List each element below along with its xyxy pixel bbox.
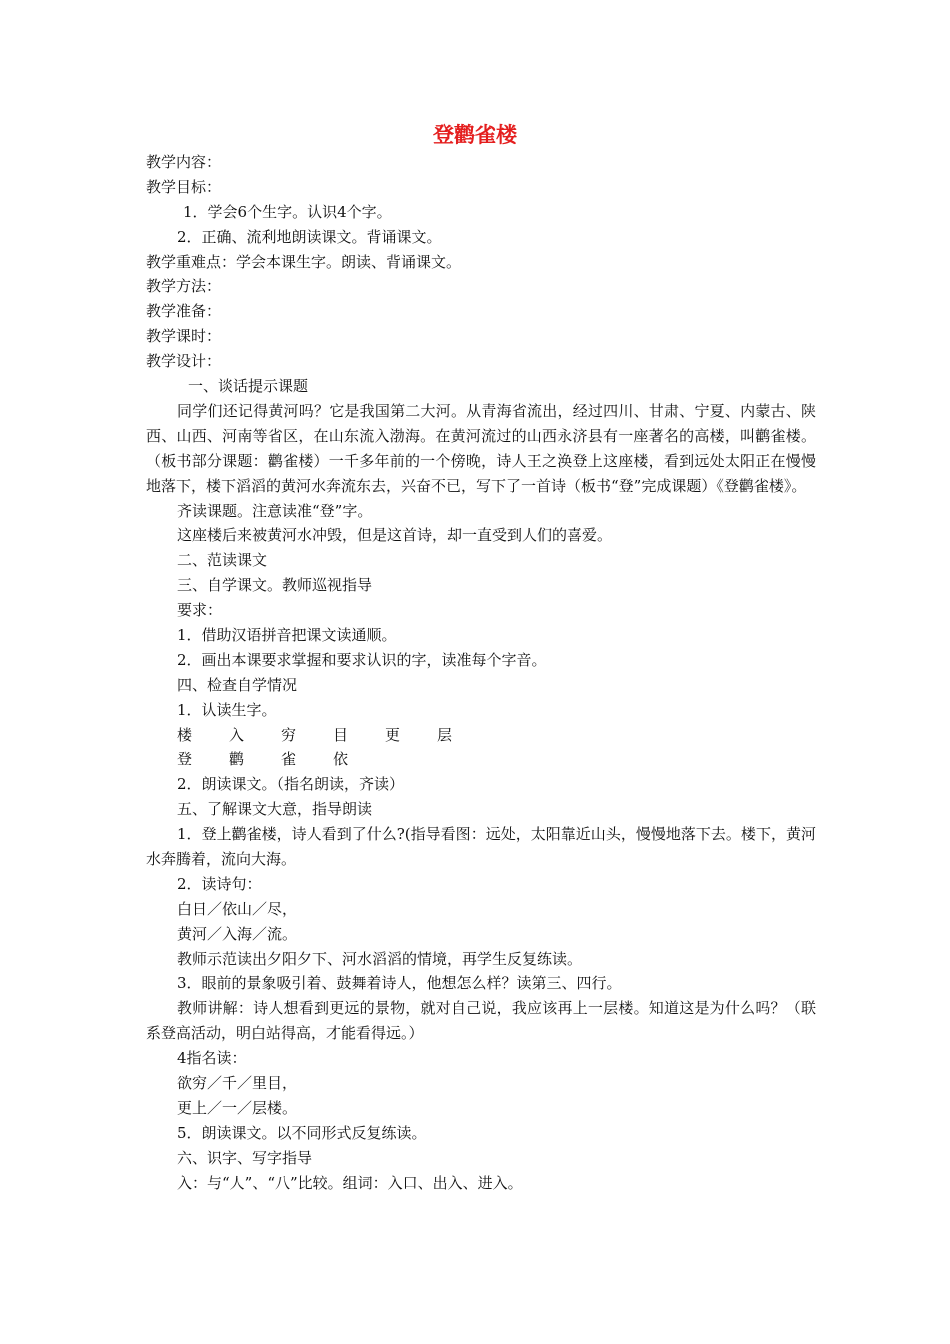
text-line: 4指名读： xyxy=(177,1049,247,1068)
poem-line: 白日／依山／尽， xyxy=(177,899,298,918)
text-line: 2．正确、流利地朗读课文。背诵课文。 xyxy=(177,227,442,246)
section-heading: 一、谈话提示课题 xyxy=(188,377,309,396)
character: 楼 xyxy=(177,725,193,744)
section-heading: 六、识字、写字指导 xyxy=(177,1148,313,1167)
character: 层 xyxy=(437,725,453,744)
text-line: 3．眼前的景象吸引着、鼓舞着诗人，他想怎么样？读第三、四行。 xyxy=(177,974,622,993)
poem-line: 欲穷／千／里目， xyxy=(177,1074,298,1093)
text-line: 这座楼后来被黄河水冲毁，但是这首诗，却一直受到人们的喜爱。 xyxy=(177,526,613,545)
paragraph: 同学们还记得黄河吗？它是我国第二大河。从青海省流出，经过四川、甘肃、宁夏、内蒙古、陕西、山西、河南等省区，在山东流入渤海。在黄河流过的山西永济县有一座著名的高楼，叫鹳雀楼。（板书部分课题：鹳雀楼）一千多年前的一个傍晚，诗人王之涣登上这座楼，看到远处太阳正在慢慢地落下，楼下滔滔的黄河水奔流东去，兴奋不已，写下了一首诗（板书“登”完成课题）《登鹳雀楼》。 xyxy=(146,401,816,495)
poem-line: 黄河／入海／流。 xyxy=(177,924,298,943)
character: 更 xyxy=(385,725,401,744)
text-line: 5．朗读课文。以不同形式反复练读。 xyxy=(177,1123,427,1142)
text-line: 2．朗读课文。（指名朗读，齐读） xyxy=(177,775,405,794)
character-row xyxy=(146,723,816,748)
text-line: 要求： xyxy=(177,601,223,620)
paragraph: 教师讲解：诗人想看到更远的景物，就对自己说，我应该再上一层楼。知道这是为什么吗？（联系登高活动，明白站得高，才能看得远。） xyxy=(146,999,816,1043)
text-line: 1．学会6个生字。认识4个字。 xyxy=(183,202,392,221)
poem-line: 更上／一／层楼。 xyxy=(177,1098,298,1117)
section-heading: 四、检查自学情况 xyxy=(177,675,298,694)
text-line: 教学重难点：学会本课生字。朗读、背诵课文。 xyxy=(146,252,462,271)
text-line: 教学课时： xyxy=(146,327,222,346)
document-body xyxy=(146,150,816,1196)
text-line: 教学准备： xyxy=(146,302,222,321)
paragraph: 1．登上鹳雀楼，诗人看到了什么?(指导看图：远处，太阳靠近山头，慢慢地落下去。楼下，黄河水奔腾着，流向大海。 xyxy=(146,825,816,869)
character: 目 xyxy=(333,725,349,744)
character: 入 xyxy=(229,725,245,744)
text-line: 教学内容： xyxy=(146,153,222,171)
section-heading: 五、了解课文大意，指导朗读 xyxy=(177,800,373,819)
text-line: 教学目标： xyxy=(146,177,222,196)
text-line: 1．认读生字。 xyxy=(177,700,277,719)
character: 穷 xyxy=(281,725,297,744)
text-line: 2．画出本课要求掌握和要求认识的字，读准每个字音。 xyxy=(177,650,547,669)
text-line: 齐读课题。注意读准“登”字。 xyxy=(177,501,373,520)
section-heading: 三、自学课文。教师巡视指导 xyxy=(177,576,373,595)
character: 雀 xyxy=(281,750,297,769)
character: 登 xyxy=(177,750,193,769)
text-line: 教学设计： xyxy=(146,352,222,371)
section-heading: 二、范读课文 xyxy=(177,551,268,570)
text-line: 入：与“人”、“八”比较。组词：入口、出入、进入。 xyxy=(177,1173,523,1192)
character: 鹳 xyxy=(229,750,245,769)
text-line: 教师示范读出夕阳夕下、河水滔滔的情境，再学生反复练读。 xyxy=(177,949,583,968)
character: 依 xyxy=(333,750,349,769)
text-line: 1．借助汉语拼音把课文读通顺。 xyxy=(177,625,397,644)
text-line: 教学方法： xyxy=(146,277,222,296)
text-line: 2．读诗句： xyxy=(177,874,262,893)
document-title: 登鹳雀楼 xyxy=(433,123,517,147)
character-row xyxy=(146,747,816,772)
